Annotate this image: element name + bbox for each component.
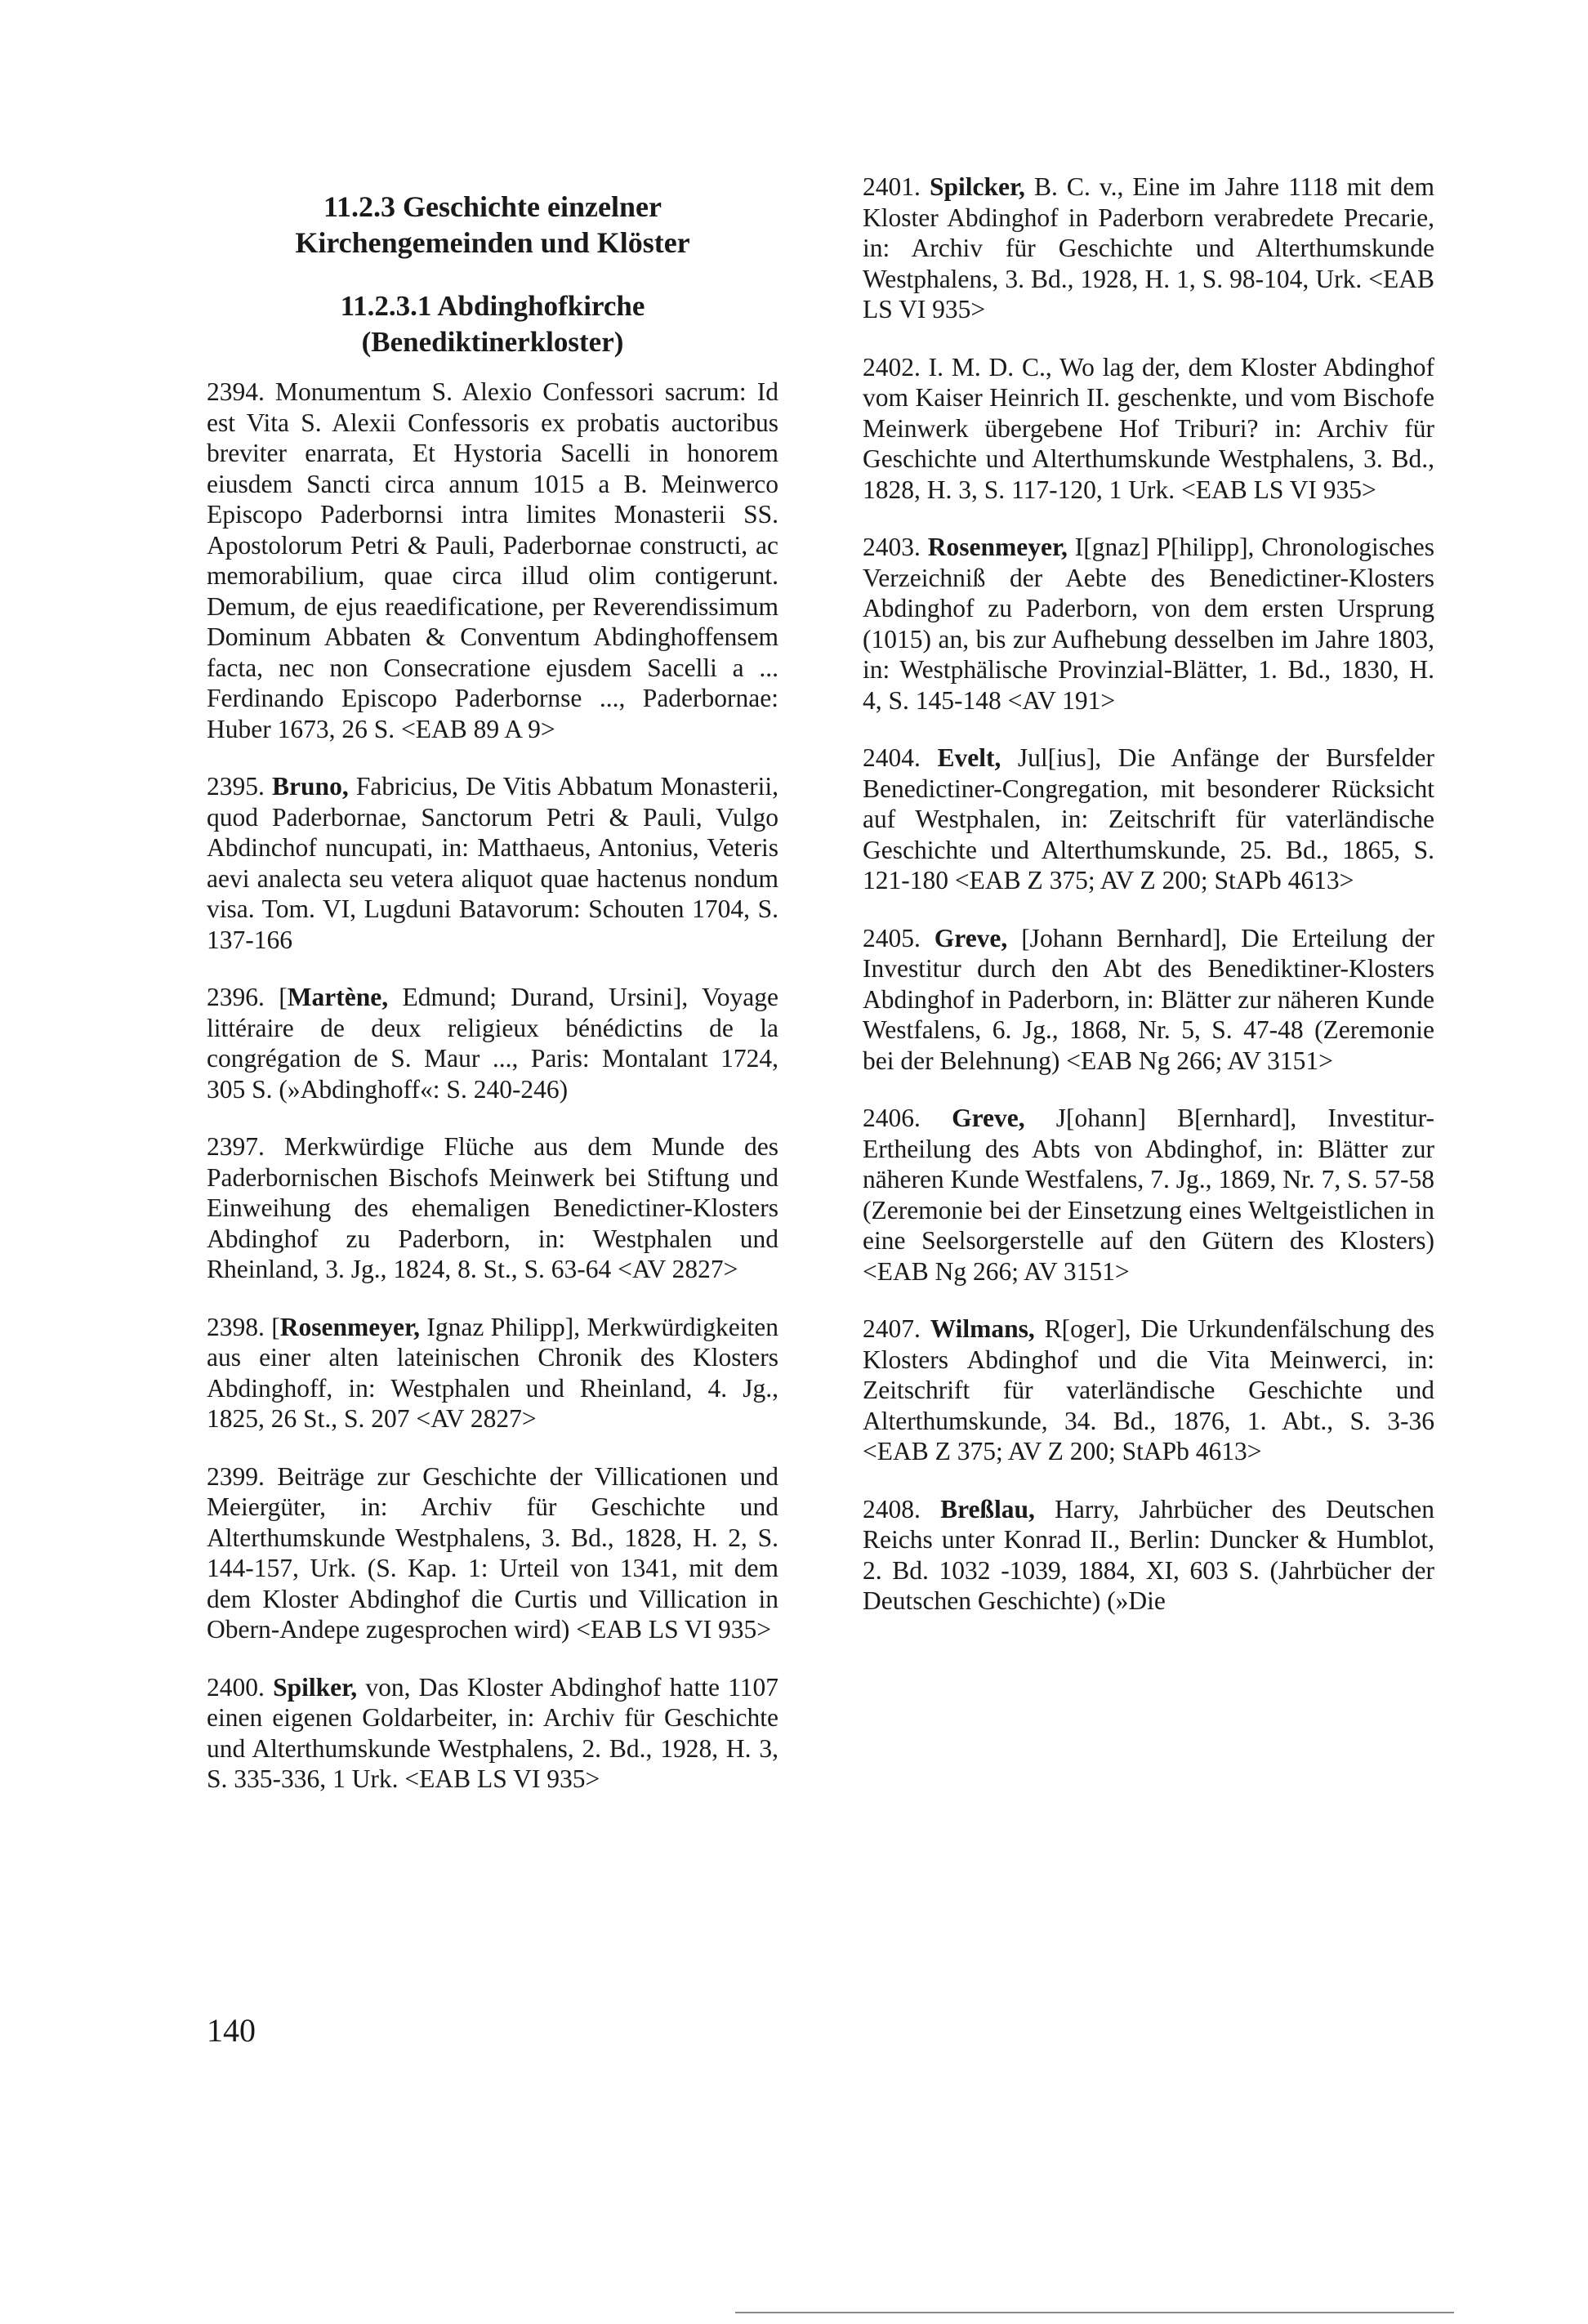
entry-author: Bruno, [272, 772, 349, 801]
bibliography-entry [863, 1314, 1434, 1467]
entry-text: J[ohann] B[ernhard], Investitur-Ertheilung des Abts von Abdinghof, in: Blätter zur näheren Kunde Westfalens, 7. Jg., 1869, Nr. 7, S. 57-58 (Zeremonie bei der Einsetzung eines Weltgeistlichen in eine Seelsorgerstelle auf den Gütern des Klosters) <EAB Ng 266; AV 3151> [863, 1104, 1434, 1286]
section-title-line-2: Kirchengemeinden und Klöster [295, 226, 690, 259]
entry-text: Beiträge zur Geschichte der Villicationen und Meiergüter, in: Archiv für Geschichte und Alterthumskunde Westphalens, 3. Bd., 1828, H. 2, S. 144-157, Urk. (S. Kap. 1: Urteil von 1341, mit dem dem Kloster Abdinghof die Curtis und Villication in Obern-Andepe zugesprochen wird) <EAB LS VI 935> [207, 1461, 778, 1644]
bibliography-entry [207, 1672, 778, 1795]
bibliography-entry [863, 1103, 1434, 1287]
page-number: 140 [207, 2012, 256, 2049]
bibliography-entry [863, 743, 1434, 896]
entry-text: Harry, Jahrbücher des Deutschen Reichs unter Konrad II., Berlin: Duncker & Humblot, 2. Bd. 1032 -1039, 1884, XI, 603 S. (Jahrbücher der Deutschen Geschichte) (»Die [863, 1494, 1435, 1615]
entry-author: Greve, [934, 923, 1008, 952]
entry-prefix [921, 533, 928, 561]
bibliography-entry [207, 377, 778, 744]
entry-prefix: [ [264, 1312, 280, 1341]
entry-text: I. M. D. C., Wo lag der, dem Kloster Abdinghof vom Kaiser Heinrich II. geschenkte, und vom Bischofe Meinwerk übergebene Hof Triburi? in: Archiv für Geschichte und Alterthumskunde Westphalens, 3. Bd., 1828, H. 3, S. 117-120, 1 Urk. <EAB LS VI 935> [863, 352, 1434, 504]
entry-number: 2404. [863, 743, 921, 772]
entry-prefix [921, 924, 935, 952]
entry-prefix [265, 772, 272, 801]
subsection-title [207, 288, 778, 360]
entry-author: Rosenmeyer, [279, 1312, 420, 1341]
bibliography-entry [207, 1312, 778, 1434]
entry-number: 2399. [207, 1461, 265, 1491]
entry-prefix [921, 1314, 930, 1343]
entry-author: Spilcker, [929, 172, 1025, 201]
entry-number: 2402. [863, 352, 921, 381]
entry-text: Ignaz Philipp], Merkwürdigkeiten aus einer alten lateinischen Chronik des Klosters Abdinghoff, in: Westphalen und Rheinland, 4. Jg., 1825, 26 St., S. 207 <AV 2827> [207, 1312, 778, 1433]
bibliography-entry [863, 1494, 1434, 1617]
bibliography-entry [863, 923, 1434, 1077]
bibliography-entry [863, 172, 1434, 325]
entry-number: 2403. [863, 533, 921, 561]
entry-author: Spilker, [273, 1672, 358, 1702]
bibliography-entry [207, 982, 778, 1104]
section-title [207, 189, 778, 261]
entry-text: R[oger], Die Urkundenfälschung des Klosters Abdinghof und die Vita Meinwerci, in: Zeitschrift für vaterländische Geschichte und Alterthumskunde, 34. Bd., 1876, 1. Abt., S. 3-36 <EAB Z 375; AV Z 200; StAPb 4613> [863, 1314, 1434, 1465]
entry-number: 2406. [863, 1104, 921, 1132]
section-title-line-1: 11.2.3 Geschichte einzelner [323, 190, 662, 223]
entry-prefix [921, 1104, 952, 1132]
entry-text: Fabricius, De Vitis Abbatum Monasterii, quod Paderbornae, Sanctorum Petri & Pauli, Vulgo Abdinchof nuncupati, in: Matthaeus, Antonius, Veteris aevi analecta seu vetera aliquot quae hactenus nondum visa. Tom. VI, Lugduni Batavorum: Schouten 1704, S. 137-166 [207, 772, 779, 954]
entry-author: Breßlau, [940, 1494, 1035, 1523]
bibliography-entry [207, 1131, 778, 1285]
entry-number: 2401. [863, 172, 921, 201]
entry-author: Martène, [287, 983, 389, 1011]
subsection-title-line-2: (Benediktinerkloster) [361, 326, 624, 358]
entry-text: von, Das Kloster Abdinghof hatte 1107 einen eigenen Goldarbeiter, in: Archiv für Geschichte und Alterthumskunde Westphalens, 2. Bd., 1928, H. 3, S. 335-336, 1 Urk. <EAB LS VI 935> [207, 1672, 778, 1793]
bottom-rule [735, 2312, 1454, 2313]
entry-text: Jul[ius], Die Anfänge der Bursfelder Benedictiner-Congregation, mit besonderer Rücksicht auf Westphalen, in: Zeitschrift für vaterländische Geschichte und Alterthumskunde, 25. Bd., 1865, S. 121-180 <EAB Z 375; AV Z 200; StAPb 4613> [863, 743, 1434, 894]
entry-number: 2396. [207, 983, 265, 1011]
bibliography-entry [207, 771, 778, 955]
entry-text: B. C. v., Eine im Jahre 1118 mit dem Kloster Abdinghof in Paderborn verabredete Precarie, in: Archiv für Geschichte und Alterthumskunde Westphalens, 3. Bd., 1928, H. 1, S. 98-104, Urk. <EAB LS VI 935> [863, 172, 1434, 323]
entry-number: 2395. [207, 772, 265, 801]
bibliography-entry [863, 532, 1434, 716]
entry-prefix [921, 743, 938, 772]
entry-text: Monumentum S. Alexio Confessori sacrum: Id est Vita S. Alexii Confessoris ex probatis auctoribus breviter enarrata, Et Hystoria Sacelli in honorem eiusdem Sancti circa annum 1015 a B. Meinwerco Episcopo Paderbornsi intra limites Monasterii SS. Apostolorum Petri & Pauli, Paderbornae constructi, ac memorabilium, quae circa illud olim contigerunt. Demum, de ejus reaedificatione, per Reverendissimum Dominum Abbaten & Conventum Abdinghoffensem facta, nec non Consecratione ejusdem Sacelli a ... Ferdinando Episcopo Paderbornse ..., Paderbornae: Huber 1673, 26 S. <EAB 89 A 9> [207, 377, 778, 743]
entry-number: 2398. [207, 1312, 265, 1341]
entry-text: Edmund; Durand, Ursini], Voyage littéraire de deux religieux bénédictins de la congrégation de S. Maur ..., Paris: Montalant 1724, 305 S. (»Abdinghoff«: S. 240-246) [207, 983, 778, 1104]
entry-prefix [921, 1495, 940, 1523]
entry-text: [Johann Bernhard], Die Erteilung der Investitur durch den Abt des Benediktiner-Klosters Abdinghof in Paderborn, in: Blätter zur näheren Kunde Westfalens, 6. Jg., 1868, Nr. 5, S. 47-48 (Zeremonie bei der Belehnung) <EAB Ng 266; AV 3151> [863, 923, 1435, 1075]
entry-number: 2397. [207, 1132, 265, 1161]
entry-number: 2407. [863, 1314, 921, 1343]
entry-number: 2408. [863, 1494, 921, 1523]
entry-author: Evelt, [937, 743, 1001, 772]
entry-text: I[gnaz] P[hilipp], Chronologisches Verzeichniß der Aebte des Benedictiner-Klosters Abdinghof zu Paderborn, von dem ersten Ursprung (1015) an, bis zur Aufhebung desselben im Jahre 1803, in: Westphälische Provinzial-Blätter, 1. Bd., 1830, H. 4, S. 145-148 <AV 191> [863, 533, 1435, 715]
subsection-title-line-1: 11.2.3.1 Abdinghofkirche [340, 290, 645, 322]
entry-prefix [921, 172, 930, 201]
entry-number: 2400. [207, 1672, 265, 1702]
right-column [863, 172, 1434, 1644]
bibliography-entry [207, 1461, 778, 1645]
left-column [207, 167, 778, 1822]
entry-author: Wilmans, [930, 1314, 1035, 1343]
bibliography-entry [863, 352, 1434, 506]
right-entries [863, 172, 1434, 1617]
entry-prefix: [ [264, 983, 288, 1011]
entry-text: Merkwürdige Flüche aus dem Munde des Paderbornischen Bischofs Meinwerk bei Stiftung und Einweihung des ehemaligen Benedictiner-Klosters Abdinghof zu Paderborn, in: Westphalen und Rheinland, 3. Jg., 1824, 8. St., S. 63-64 <AV 2827> [207, 1132, 778, 1283]
entry-number: 2394. [207, 377, 265, 406]
entry-prefix [265, 1673, 273, 1702]
left-entries [207, 377, 778, 1795]
entry-author: Greve, [952, 1104, 1025, 1132]
entry-author: Rosenmeyer, [927, 533, 1068, 561]
entry-number: 2405. [863, 923, 921, 952]
